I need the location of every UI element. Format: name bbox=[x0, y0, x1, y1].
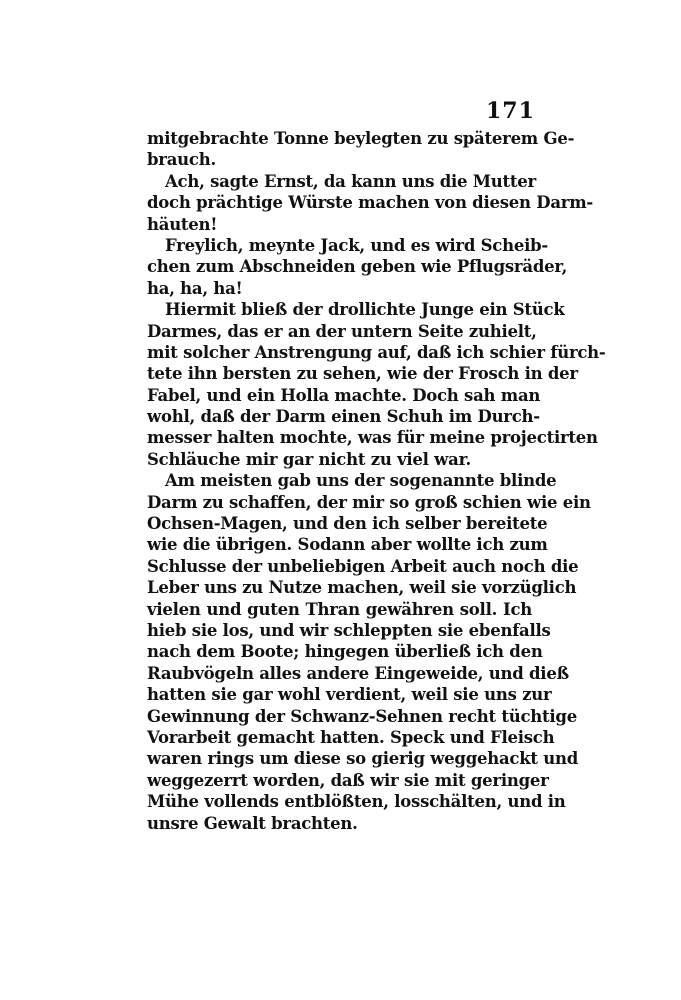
text-line: Gewinnung der Schwanz-Sehnen recht tüchtige bbox=[147, 706, 577, 726]
text-line: Fabel, und ein Holla machte. Doch sah man bbox=[147, 385, 541, 405]
text-line: Mühe vollends entblößten, losschälten, und in bbox=[147, 792, 566, 812]
text-line: häuten! bbox=[147, 214, 218, 234]
text-line: mitgebrachte Tonne beylegten zu späterem Ge- bbox=[147, 129, 575, 148]
text-line: hieb sie los, und wir schleppten sie ebenfalls bbox=[147, 620, 551, 640]
text-line: Ochsen-Magen, und den ich selber bereitete bbox=[147, 514, 548, 534]
text-line: hatten sie gar wohl verdient, weil sie uns zur bbox=[147, 685, 552, 705]
text-line: Am meisten gab uns der sogenannte blinde bbox=[165, 471, 557, 491]
text-line: unsre Gewalt brachten. bbox=[147, 813, 358, 833]
text-line: Schläuche mir gar nicht zu viel war. bbox=[147, 449, 471, 469]
text-line: brauch. bbox=[147, 150, 216, 170]
text-line: ha, ha, ha! bbox=[147, 278, 243, 298]
text-line: wie die übrigen. Sodann aber wollte ich zum bbox=[147, 535, 548, 555]
text-line: Darm zu schaffen, der mir so groß schien wie ein bbox=[147, 492, 591, 512]
text-line: Hiermit bließ der drollichte Junge ein Stück bbox=[165, 300, 565, 320]
text-line: chen zum Abschneiden geben wie Pflugsräder, bbox=[147, 257, 568, 277]
text-line: Leber uns zu Nutze machen, weil sie vorzüglich bbox=[147, 578, 577, 598]
text-line: tete ihn bersten zu sehen, wie der Frosch in der bbox=[147, 364, 578, 384]
text-line: Freylich, meynte Jack, und es wird Scheib- bbox=[165, 235, 549, 255]
text-line: vielen und guten Thran gewähren soll. Ich bbox=[147, 599, 532, 619]
body-text bbox=[147, 128, 606, 834]
text-line: nach dem Boote; hingegen überließ ich den bbox=[147, 642, 543, 662]
text-line: weggezerrt worden, daß wir sie mit geringer bbox=[147, 770, 549, 790]
text-line: mit solcher Anstrengung auf, daß ich schier fürch- bbox=[147, 342, 606, 362]
text-line: messer halten mochte, was für meine projectirten bbox=[147, 428, 598, 448]
text-line: Raubvögeln alles andere Eingeweide, und dieß bbox=[147, 663, 569, 683]
text-line: Schlusse der unbeliebigen Arbeit auch noch die bbox=[147, 556, 579, 576]
text-line: wohl, daß der Darm einen Schuh im Durch- bbox=[147, 407, 540, 427]
text-line: Darmes, das er an der untern Seite zuhielt, bbox=[147, 321, 537, 341]
text-line: waren rings um diese so gierig weggehackt und bbox=[147, 749, 579, 769]
page-number: 171 bbox=[486, 98, 535, 124]
text-line: Vorarbeit gemacht hatten. Speck und Fleisch bbox=[147, 727, 555, 747]
text-line: Ach, sagte Ernst, da kann uns die Mutter bbox=[165, 171, 536, 191]
text-line: doch prächtige Würste machen von diesen Darm- bbox=[147, 193, 594, 213]
